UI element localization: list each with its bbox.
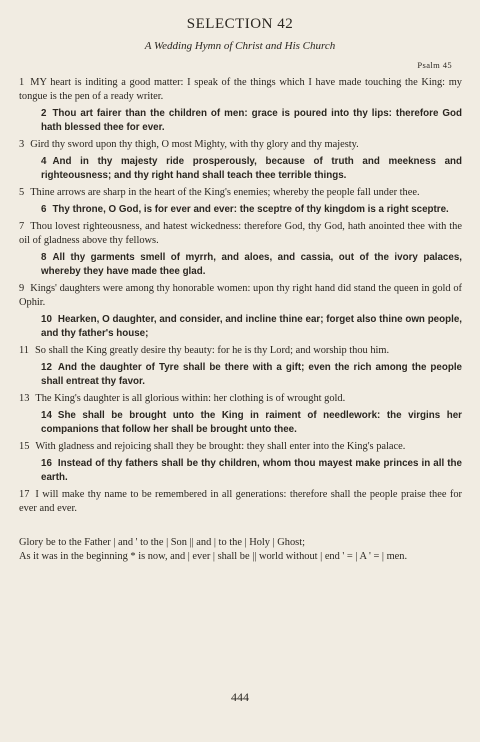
verse-text: All thy garments smell of myrrh, and aloes, and cassia, out of the ivory palaces, whereby they have made thee glad. [41, 252, 462, 277]
verse [19, 488, 462, 516]
verse [19, 392, 462, 406]
verse-text: With gladness and rejoicing shall they be brought: they shall enter into the King's palace. [35, 441, 406, 452]
verse [19, 440, 462, 454]
verse-text: And in thy majesty ride prosperously, because of truth and meekness and righteousness; and thy right hand shall teach thee terrible things. [41, 156, 462, 181]
verse [19, 282, 462, 310]
verse-number: 3 [19, 139, 25, 150]
verse [19, 313, 462, 341]
verse-number: 11 [19, 345, 30, 356]
gloria-line-1: Glory be to the Father | and ' to the | Son || and | to the | Holy | Ghost; [19, 537, 305, 548]
verse-text: Kings' daughters were among thy honorable women: upon thy right hand did stand the queen in gold of Ophir. [19, 283, 462, 308]
verse [19, 186, 462, 200]
verse-number: 13 [19, 393, 30, 404]
gloria-patri [19, 536, 462, 564]
verse-text: Instead of thy fathers shall be thy children, whom thou mayest make princes in all the earth. [41, 458, 462, 483]
verse [19, 361, 462, 389]
verse-number: 17 [19, 489, 30, 500]
selection-title: SELECTION 42 [186, 16, 294, 32]
gloria-line-2: As it was in the beginning * is now, and | ever | shall be || world without | end ' = | A ' = | men. [19, 551, 408, 562]
verse-text: Thou lovest righteousness, and hatest wickedness: therefore God, thy God, hath anointed thee with the oil of gladness above thy fellows. [19, 221, 462, 246]
verse-number: 4 [41, 156, 47, 167]
verse [19, 344, 462, 358]
verse-number: 16 [41, 458, 52, 469]
verse [19, 220, 462, 248]
verse [19, 203, 462, 217]
verse-number: 15 [19, 441, 30, 452]
verse-number: 7 [19, 221, 25, 232]
verse-text: She shall be brought unto the King in raiment of needlework: the virgins her companions that follow her shall be brought unto thee. [41, 410, 462, 435]
verse-text: And the daughter of Tyre shall be there with a gift; even the rich among the people shall entreat thy favor. [41, 362, 462, 387]
verse-list [19, 76, 462, 519]
psalm-reference: Psalm 45 [417, 60, 452, 70]
verse-text: Thy throne, O God, is for ever and ever: the sceptre of thy kingdom is a right sceptre. [52, 204, 449, 215]
verse-number: 9 [19, 283, 25, 294]
verse [19, 155, 462, 183]
verse-text: So shall the King greatly desire thy beauty: for he is thy Lord; and worship thou him. [35, 345, 390, 356]
verse [19, 409, 462, 437]
verse-number: 12 [41, 362, 52, 373]
verse-text: Thou art fairer than the children of men: grace is poured into thy lips: therefore God hath blessed thee for ever. [41, 108, 462, 133]
verse [19, 107, 462, 135]
verse-number: 14 [41, 410, 52, 421]
verse-text: The King's daughter is all glorious within: her clothing is of wrought gold. [35, 393, 346, 404]
verse-text: I will make thy name to be remembered in all generations: therefore shall the people praise thee for ever and ever. [19, 489, 462, 514]
verse-number: 2 [41, 108, 47, 119]
verse-text: MY heart is inditing a good matter: I speak of the things which I have made touching the King: my tongue is the pen of a ready writer. [19, 77, 462, 102]
page-number: 444 [231, 690, 249, 704]
verse-text: Hearken, O daughter, and consider, and incline thine ear; forget also thine own people, and thy father's house; [41, 314, 462, 339]
verse [19, 457, 462, 485]
verse-number: 1 [19, 77, 25, 88]
verse-number: 10 [41, 314, 52, 325]
verse-text: Gird thy sword upon thy thigh, O most Mighty, with thy glory and thy majesty. [30, 139, 359, 150]
verse [19, 251, 462, 279]
verse-number: 6 [41, 204, 47, 215]
verse-text: Thine arrows are sharp in the heart of the King's enemies; whereby the people fall under thee. [30, 187, 420, 198]
selection-subtitle: A Wedding Hymn of Christ and His Church [144, 40, 336, 52]
verse [19, 138, 462, 152]
verse-number: 8 [41, 252, 47, 263]
verse-number: 5 [19, 187, 25, 198]
verse [19, 76, 462, 104]
